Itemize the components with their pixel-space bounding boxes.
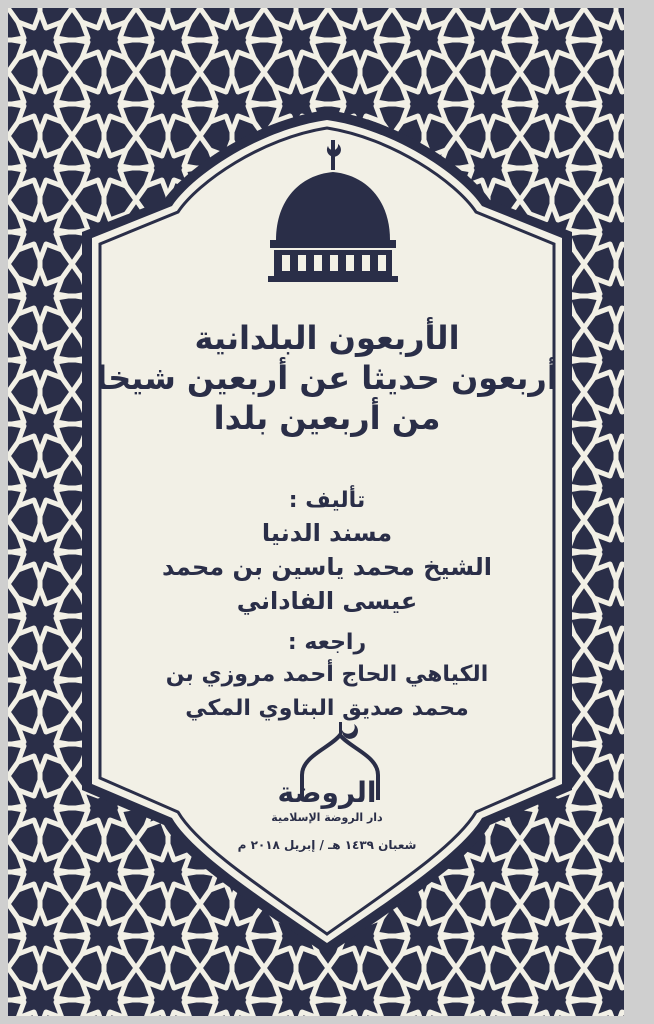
reviewer-label: راجعه : — [287, 630, 367, 655]
author-block — [0, 486, 654, 618]
author-label: تأليف : — [288, 488, 366, 513]
publisher-block — [0, 776, 654, 854]
reviewer-line-1: الكياهي الحاج أحمد مروزي بن — [165, 662, 489, 687]
book-title-line-1: الأربعون البلدانية — [194, 319, 460, 357]
book-title-line-2: أربعون حديثا عن أربعين شيخا — [96, 359, 558, 397]
publication-date: شعبان ١٤٣٩ هـ / إبريل ٢٠١٨ م — [237, 838, 417, 852]
book-title-line-3: من أربعين بلدا — [213, 399, 441, 437]
author-line-1: مسند الدنيا — [261, 519, 393, 547]
title-block — [0, 318, 654, 438]
publisher-logo-word: الروضة — [277, 776, 377, 809]
publisher-name: دار الروضة الإسلامية — [271, 811, 383, 824]
author-line-2: الشيخ محمد ياسين بن محمد — [161, 553, 493, 581]
author-line-3: عيسى الفاداني — [236, 587, 418, 615]
reviewer-block — [0, 628, 654, 726]
reviewer-line-2: محمد صديق البتاوي المكي — [185, 696, 469, 721]
